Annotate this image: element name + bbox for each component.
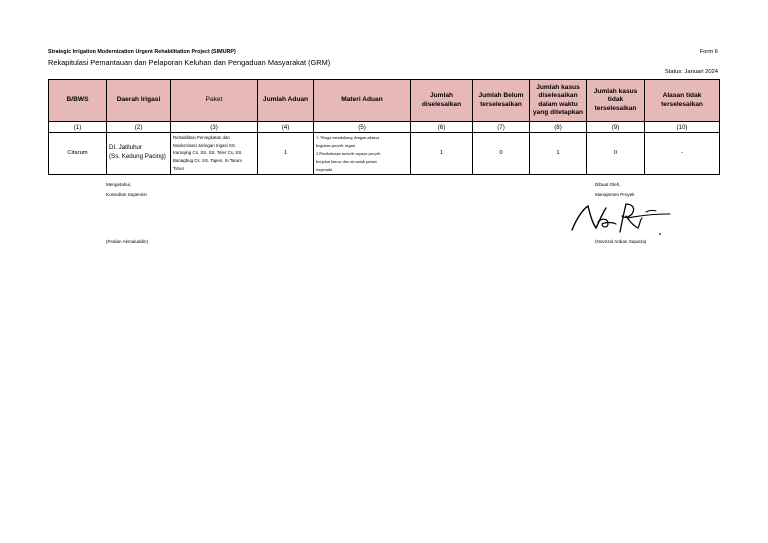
right-sign-name: (Novrizal Ardian Saputra) <box>595 239 647 244</box>
materi-line: 2.Pembahasan metode supaya proyek <box>316 150 381 156</box>
cell-bbws: Citarum <box>49 133 107 175</box>
table-row <box>49 133 720 175</box>
column-number: (7) <box>473 122 530 133</box>
cell-materi-aduan <box>314 133 411 175</box>
cell-jumlah-belum: 0 <box>473 133 530 175</box>
column-number: (1) <box>49 122 107 133</box>
cell-jumlah-tidak: 0 <box>587 133 645 175</box>
cell-daerah-irigasi <box>107 133 171 175</box>
paket-line: Rehabilitasi Peningkatan dan <box>173 135 230 140</box>
header-jumlah-kasus-waktu: Jumlah kasus diselesaikan dalam waktu yang ditetapkan <box>530 80 587 122</box>
table-number-row <box>49 122 720 133</box>
materi-line: berjalan lancar dan air untuk petani <box>316 158 377 164</box>
handwritten-signature <box>566 200 676 240</box>
status-label: Status: Januari 2024 <box>664 69 718 75</box>
left-sign-role: Konsultan Supervisi <box>106 192 147 197</box>
column-number: (10) <box>645 122 720 133</box>
right-sign-role: Manajemen Proyek <box>595 192 635 197</box>
header-bbws: B/BWS <box>49 80 107 122</box>
left-sign-name: (Fedian Akmaluddin) <box>106 239 149 244</box>
header-daerah-irigasi: Daerah Irigasi <box>107 80 171 122</box>
table-header-row <box>49 80 720 122</box>
cell-paket <box>171 133 258 175</box>
daerah-line: DI. Jatiluhur <box>109 144 143 152</box>
column-number: (2) <box>107 122 171 133</box>
materi-line: terpenuhi <box>316 166 333 172</box>
cell-alasan: - <box>645 133 720 175</box>
header-jumlah-diselesaikan: Jumlah diselesaikan <box>411 80 473 122</box>
paket-line: Banagbug Cs. SS. Tapen, Si Tarum <box>173 158 242 164</box>
daerah-line: (Ss. Kedung Pacing) <box>109 153 166 161</box>
form-number: Form 6 <box>699 49 718 55</box>
right-sign-label: Dibuat Oleh, <box>595 182 621 187</box>
column-number: (3) <box>171 122 258 133</box>
materi-line: 1. Warga mendukung dengan adanya <box>316 135 380 140</box>
header-paket: Paket <box>171 80 258 122</box>
header-materi-aduan: Materi Aduan <box>314 80 411 122</box>
paket-line: Modernisasi Jaringan Irigasi SS. <box>173 142 236 148</box>
document-subtitle: Rekapitulasi Pemantauan dan Pelaporan Keluhan dan Pengaduan Masyarakat (GRM) <box>48 58 331 67</box>
cell-jumlah-diselesaikan: 1 <box>411 133 473 175</box>
grm-table <box>48 79 720 175</box>
column-number: (9) <box>587 122 645 133</box>
header-jumlah-aduan: Jumlah Aduan <box>258 80 314 122</box>
header-alasan: Alasan tidak terselesaikan <box>645 80 720 122</box>
cell-jumlah-kasus-waktu: 1 <box>530 133 587 175</box>
column-number: (4) <box>258 122 314 133</box>
cell-jumlah-aduan: 1 <box>258 133 314 175</box>
column-number: (6) <box>411 122 473 133</box>
materi-line: kegiatan proyek irigasi <box>316 142 356 148</box>
left-sign-label: Mengetahui, <box>106 182 132 187</box>
document-title: Strategic Irrigation Modernization Urgent Rehabilitation Project (SIMURP) <box>48 49 236 55</box>
column-number: (8) <box>530 122 587 133</box>
column-number: (5) <box>314 122 411 133</box>
paket-line: Timur <box>173 165 185 171</box>
header-jumlah-tidak: Jumlah kasus tidak terselesaikan <box>587 80 645 122</box>
header-jumlah-belum: Jumlah Belum terselesaikan <box>473 80 530 122</box>
paket-line: Kamojing Cs, SS. SS. Teler Cs, SS. <box>173 150 243 156</box>
